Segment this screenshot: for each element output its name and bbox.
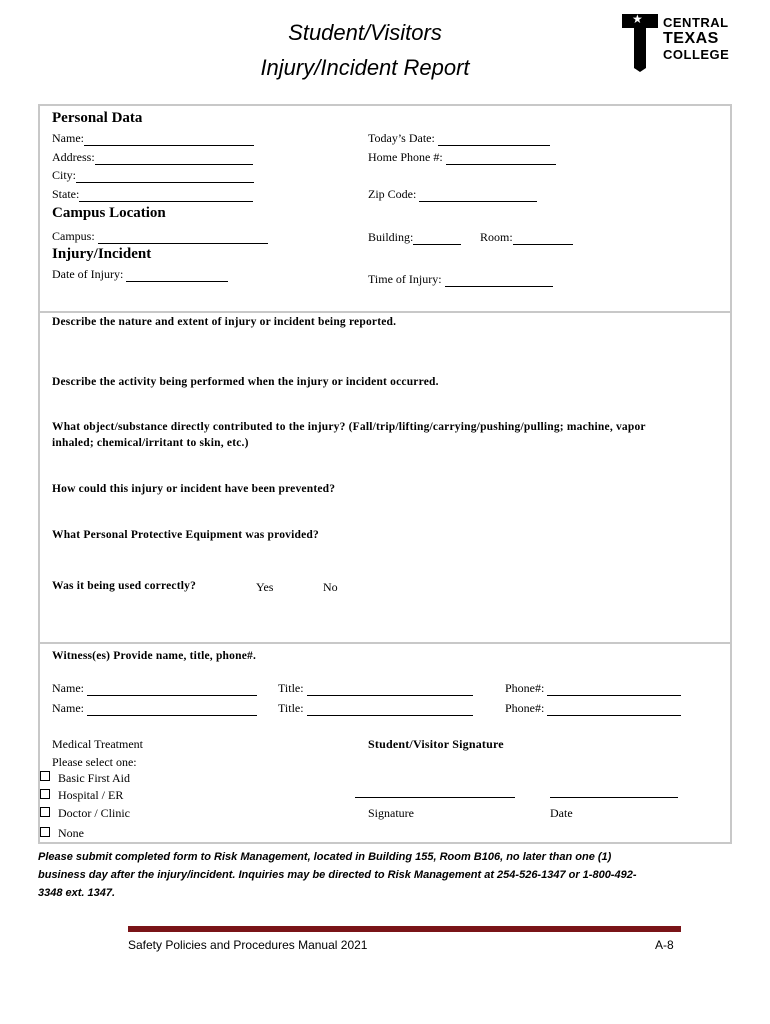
- submission-notice-line3: 3348 ext. 1347.: [38, 887, 116, 899]
- time-of-injury-field[interactable]: [368, 272, 553, 287]
- option-yes[interactable]: Yes: [256, 580, 274, 594]
- form-title-line1: Student/Visitors: [288, 20, 442, 45]
- checkbox-none[interactable]: [40, 827, 50, 837]
- witness-heading: Witness(es) Provide name, title, phone#.: [52, 650, 257, 662]
- please-select-label: Please select one:: [52, 755, 137, 769]
- incident-details-box: [38, 309, 732, 644]
- submission-notice-line2: business day after the injury/incident. Inquiries may be directed to Risk Management at 254-526-1347 or 1-800-492-: [38, 869, 637, 881]
- city-field[interactable]: [52, 168, 254, 183]
- option-doctor-clinic: Doctor / Clinic: [58, 806, 130, 820]
- question-nature-of-injury: Describe the nature and extent of injury or incident being reported.: [52, 316, 397, 328]
- state-label: State:: [52, 187, 80, 201]
- witness1-name-label: Name:: [52, 681, 84, 695]
- signature-line[interactable]: [355, 797, 515, 798]
- option-hospital-er: Hospital / ER: [58, 788, 124, 802]
- medical-treatment-heading: Medical Treatment: [52, 737, 143, 751]
- signature-label: Signature: [368, 806, 414, 820]
- checkbox-doctor-clinic[interactable]: [40, 807, 50, 817]
- todays-date-field[interactable]: [368, 131, 550, 146]
- checkbox-basic-first-aid[interactable]: [40, 771, 50, 781]
- personal-data-heading: Personal Data: [52, 110, 143, 126]
- witness2-title-field[interactable]: [278, 701, 473, 716]
- home-phone-label: Home Phone #:: [368, 150, 443, 164]
- college-logo: [620, 12, 730, 77]
- submission-notice-line1: Please submit completed form to Risk Management, located in Building 155, Room B106, no later than one (1): [38, 851, 612, 863]
- option-no[interactable]: No: [323, 580, 338, 594]
- form-title-line2: Injury/Incident Report: [260, 55, 470, 80]
- witness1-phone-field[interactable]: [505, 681, 681, 696]
- home-phone-field[interactable]: [368, 150, 556, 165]
- name-label: Name:: [52, 131, 84, 145]
- todays-date-label: Today’s Date:: [368, 131, 435, 145]
- date-line[interactable]: [550, 797, 678, 798]
- logo-star-icon: ★: [632, 12, 643, 26]
- address-field[interactable]: [52, 150, 253, 165]
- name-field[interactable]: [52, 131, 254, 146]
- logo-text-line1: CENTRAL: [663, 15, 729, 30]
- question-object-substance-line2: inhaled; chemical/irritant to skin, etc.): [52, 437, 249, 449]
- signature-heading: Student/Visitor Signature: [368, 737, 504, 751]
- logo-text-line2: TEXAS: [663, 30, 719, 47]
- question-object-substance-line1: What object/substance directly contributed to the injury? (Fall/trip/lifting/carrying/pushing/pulling; machine, vapor: [52, 421, 646, 433]
- checkbox-hospital-er[interactable]: [40, 789, 50, 799]
- option-basic-first-aid: Basic First Aid: [58, 771, 131, 785]
- question-ppe: What Personal Protective Equipment was provided?: [52, 529, 319, 541]
- witness2-name-field[interactable]: [52, 701, 257, 716]
- date-label: Date: [550, 806, 573, 820]
- time-of-injury-label: Time of Injury:: [368, 272, 442, 286]
- witness1-phone-label: Phone#:: [505, 681, 545, 695]
- witness2-name-label: Name:: [52, 701, 84, 715]
- building-field[interactable]: [368, 230, 461, 245]
- zip-code-label: Zip Code:: [368, 187, 417, 201]
- witness1-title-field[interactable]: [278, 681, 473, 696]
- footer-page-number: A-8: [655, 938, 674, 952]
- building-label: Building:: [368, 230, 414, 244]
- witness2-phone-field[interactable]: [505, 701, 681, 716]
- date-of-injury-label: Date of Injury:: [52, 267, 124, 281]
- option-none: None: [58, 826, 84, 840]
- campus-label: Campus:: [52, 229, 95, 243]
- question-prevention: How could this injury or incident have been prevented?: [52, 483, 336, 495]
- zip-code-field[interactable]: [368, 187, 537, 202]
- injury-incident-heading: Injury/Incident: [52, 246, 152, 262]
- campus-location-heading: Campus Location: [52, 205, 166, 221]
- logo-text-line3: COLLEGE: [663, 47, 730, 62]
- question-used-correctly: Was it being used correctly?: [52, 580, 197, 592]
- state-field[interactable]: [52, 187, 253, 202]
- room-field[interactable]: [480, 230, 573, 245]
- footer-manual-title: Safety Policies and Procedures Manual 2021: [128, 938, 368, 952]
- campus-field[interactable]: [52, 229, 268, 244]
- witness2-title-label: Title:: [278, 701, 304, 715]
- witness1-name-field[interactable]: [52, 681, 257, 696]
- city-label: City:: [52, 168, 77, 182]
- date-of-injury-field[interactable]: [52, 267, 228, 282]
- room-label: Room:: [480, 230, 513, 244]
- address-label: Address:: [52, 150, 95, 164]
- witness2-phone-label: Phone#:: [505, 701, 545, 715]
- footer-accent-bar: [128, 926, 681, 932]
- question-activity: Describe the activity being performed when the injury or incident occurred.: [52, 376, 439, 388]
- witness1-title-label: Title:: [278, 681, 304, 695]
